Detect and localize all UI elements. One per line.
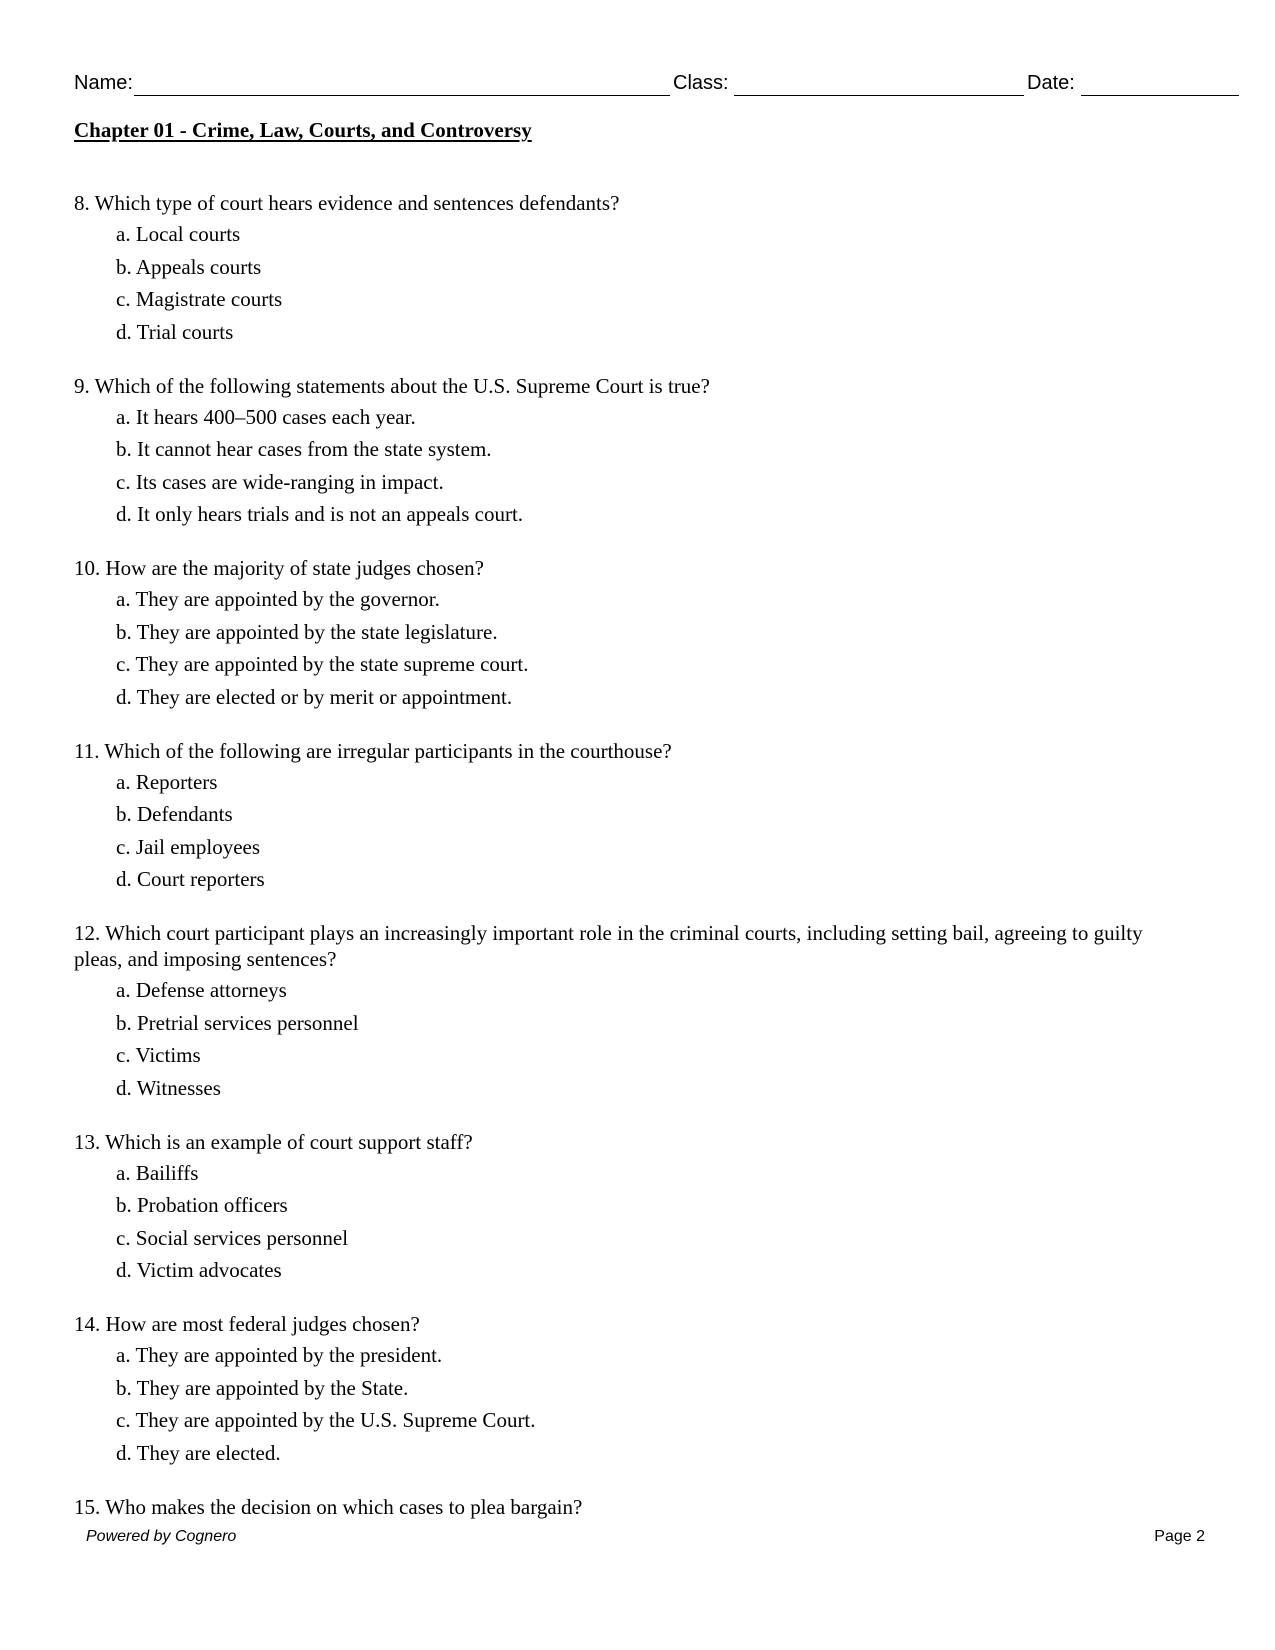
answer-option: b. It cannot hear cases from the state system. — [116, 437, 492, 461]
question-list — [74, 190, 1194, 1544]
answer-option: c. They are appointed by the U.S. Supreme Court. — [116, 1408, 536, 1432]
answer-option: d. They are elected. — [116, 1440, 281, 1465]
question-item — [74, 555, 1194, 713]
answer-option: c. They are appointed by the state supreme court. — [116, 652, 529, 676]
answer-option: c. Victims — [116, 1043, 201, 1067]
answer-options — [74, 1339, 1194, 1469]
answer-option: a. Defense attorneys — [116, 978, 287, 1002]
answer-options — [74, 583, 1194, 713]
question-text: 8. Which type of court hears evidence and sentences defendants? — [74, 191, 620, 215]
answer-options — [74, 1157, 1194, 1287]
answer-option: d. Trial courts — [116, 319, 234, 344]
class-field[interactable] — [734, 95, 1024, 96]
question-item — [74, 1311, 1194, 1469]
answer-option: a. Bailiffs — [116, 1160, 199, 1185]
answer-option: a. It hears 400–500 cases each year. — [116, 404, 416, 429]
question-text: 11. Which of the following are irregular participants in the courthouse? — [74, 738, 672, 763]
answer-option: a. Reporters — [116, 769, 218, 794]
question-text: 13. Which is an example of court support staff? — [74, 1129, 473, 1154]
answer-option: b. They are appointed by the State. — [116, 1375, 409, 1400]
name-label: Name: — [74, 72, 133, 94]
answer-option: d. Victim advocates — [116, 1258, 282, 1282]
question-text: 10. How are the majority of state judges chosen? — [74, 556, 484, 580]
answer-option: a. They are appointed by the president. — [116, 1343, 443, 1367]
answer-option: b. Appeals courts — [116, 254, 262, 279]
answer-options — [74, 401, 1194, 531]
answer-option: b. Pretrial services personnel — [116, 1010, 359, 1035]
question-item — [74, 1129, 1194, 1287]
answer-option: d. Court reporters — [116, 867, 265, 891]
answer-option: c. Jail employees — [116, 834, 261, 859]
answer-option: a. They are appointed by the governor. — [116, 587, 440, 611]
answer-option: c. Its cases are wide-ranging in impact. — [116, 469, 444, 494]
name-field[interactable] — [134, 95, 670, 96]
date-field[interactable] — [1081, 95, 1239, 96]
answer-option: d. It only hears trials and is not an appeals court. — [116, 502, 524, 526]
answer-option: c. Social services personnel — [116, 1225, 349, 1250]
chapter-title: Chapter 01 - Crime, Law, Courts, and Controversy — [74, 118, 532, 142]
answer-option: c. Magistrate courts — [116, 287, 283, 311]
answer-option: b. They are appointed by the state legislature. — [116, 619, 498, 644]
answer-options — [74, 974, 1194, 1104]
question-item — [74, 373, 1194, 531]
powered-by-footer: Powered by Cognero — [86, 1528, 237, 1545]
answer-option: b. Defendants — [116, 802, 233, 826]
page-number: Page 2 — [1154, 1528, 1205, 1545]
answer-options — [74, 766, 1194, 896]
answer-options — [74, 218, 1194, 348]
answer-option: a. Local courts — [116, 222, 241, 246]
worksheet-header — [74, 72, 1194, 98]
answer-option: d. Witnesses — [116, 1075, 221, 1100]
class-label: Class: — [673, 72, 729, 94]
date-label: Date: — [1027, 72, 1075, 94]
question-text: 12. Which court participant plays an increasingly important role in the criminal courts, including setting bail, agreeing to guilty pleas, and imposing sentences? — [74, 921, 1143, 971]
question-text: 9. Which of the following statements about the U.S. Supreme Court is true? — [74, 373, 710, 398]
answer-option: b. Probation officers — [116, 1193, 288, 1217]
question-item — [74, 190, 1194, 348]
question-text: 15. Who makes the decision on which cases to plea bargain? — [74, 1494, 583, 1519]
question-item — [74, 920, 1194, 1104]
answer-option: d. They are elected or by merit or appointment. — [116, 684, 513, 709]
question-item — [74, 738, 1194, 896]
question-text: 14. How are most federal judges chosen? — [74, 1312, 420, 1336]
question-item — [74, 1494, 1194, 1520]
